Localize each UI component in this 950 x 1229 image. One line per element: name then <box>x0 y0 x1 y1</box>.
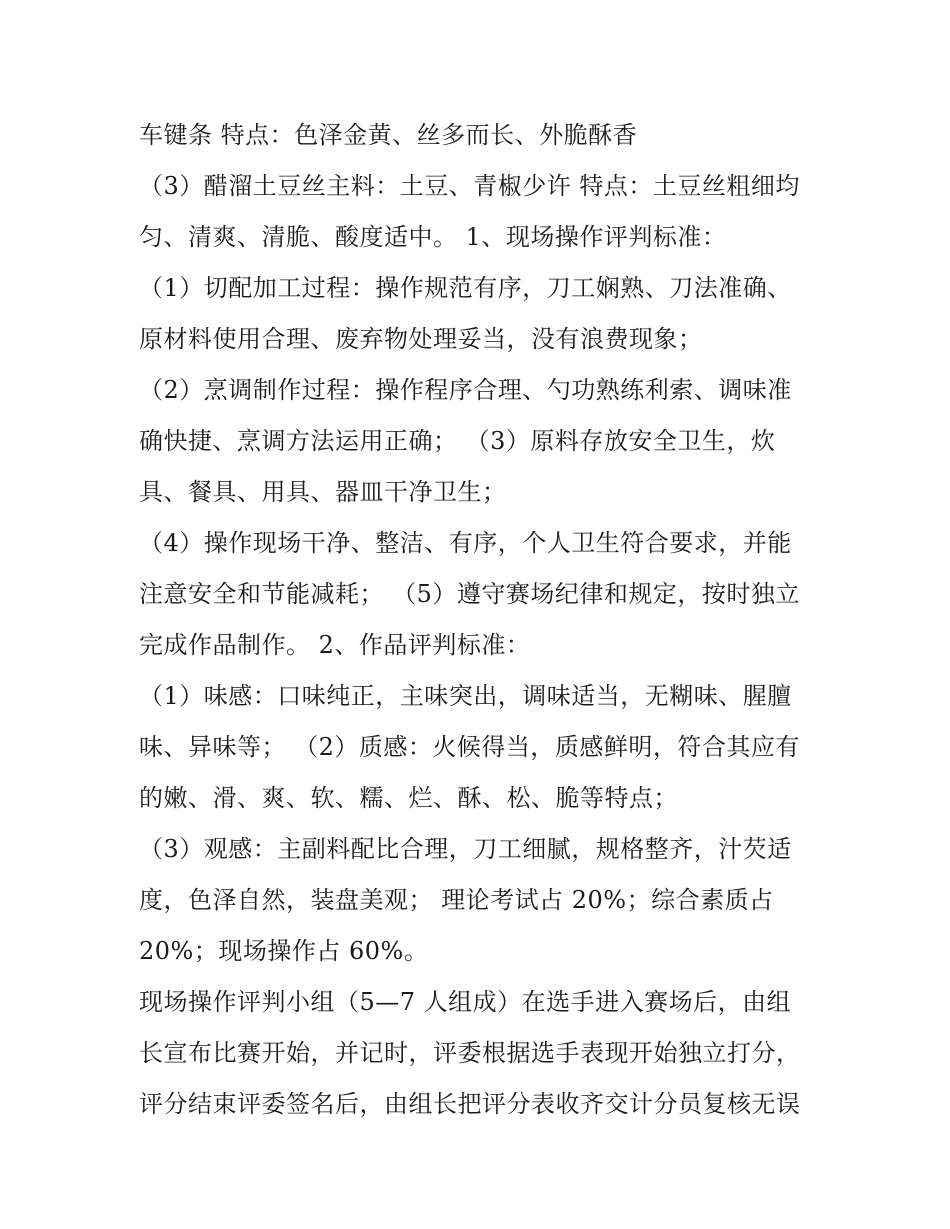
document-text-body <box>139 110 829 1130</box>
text-line: （1）切配加工过程：操作规范有序，刀工娴熟、刀法准确、 <box>139 274 792 302</box>
text-line: 完成作品制作。 2、作品评判标准： <box>139 631 531 659</box>
text-line: 的嫩、滑、爽、软、糯、烂、酥、松、脆等特点； <box>139 784 678 812</box>
text-line: 原材料使用合理、废弃物处理妥当，没有浪费现象； <box>139 325 703 353</box>
text-line: 注意安全和节能减耗； （5）遵守赛场纪律和规定，按时独立 <box>139 580 800 608</box>
text-line: 现场操作评判小组（5—7 人组成）在选手进入赛场后，由组 <box>139 988 792 1016</box>
text-line: 确快捷、烹调方法运用正确； （3）原料存放安全卫生，炊 <box>139 427 776 455</box>
text-line: 车键条 特点：色泽金黄、丝多而长、外脆酥香 <box>139 121 638 149</box>
text-line: 味、异味等； （2）质感：火候得当，质感鲜明，符合其应有 <box>139 733 800 761</box>
text-line: 长宣布比赛开始，并记时，评委根据选手表现开始独立打分， <box>139 1039 801 1067</box>
text-line: （3）醋溜土豆丝主料：土豆、青椒少许 特点：土豆丝粗细均 <box>139 172 800 200</box>
text-line: 度，色泽自然，装盘美观； 理论考试占 20%；综合素质占 <box>139 886 774 914</box>
text-line: （4）操作现场干净、整洁、有序，个人卫生符合要求，并能 <box>139 529 792 557</box>
text-line: （2）烹调制作过程：操作程序合理、勺功熟练利索、调味准 <box>139 376 792 404</box>
text-line: 具、餐具、用具、器皿干净卫生； <box>139 478 507 506</box>
text-line: 匀、清爽、清脆、酸度适中。 1、现场操作评判标准： <box>139 223 727 251</box>
text-line: （3）观感：主副料配比合理，刀工细腻，规格整齐，汁芡适 <box>139 835 792 863</box>
text-line: 20%；现场操作占 60%。 <box>139 937 429 965</box>
text-line: （1）味感：口味纯正，主味突出，调味适当，无糊味、腥膻 <box>139 682 792 710</box>
text-line: 评分结束评委签名后，由组长把评分表收齐交计分员复核无误 <box>139 1090 801 1118</box>
